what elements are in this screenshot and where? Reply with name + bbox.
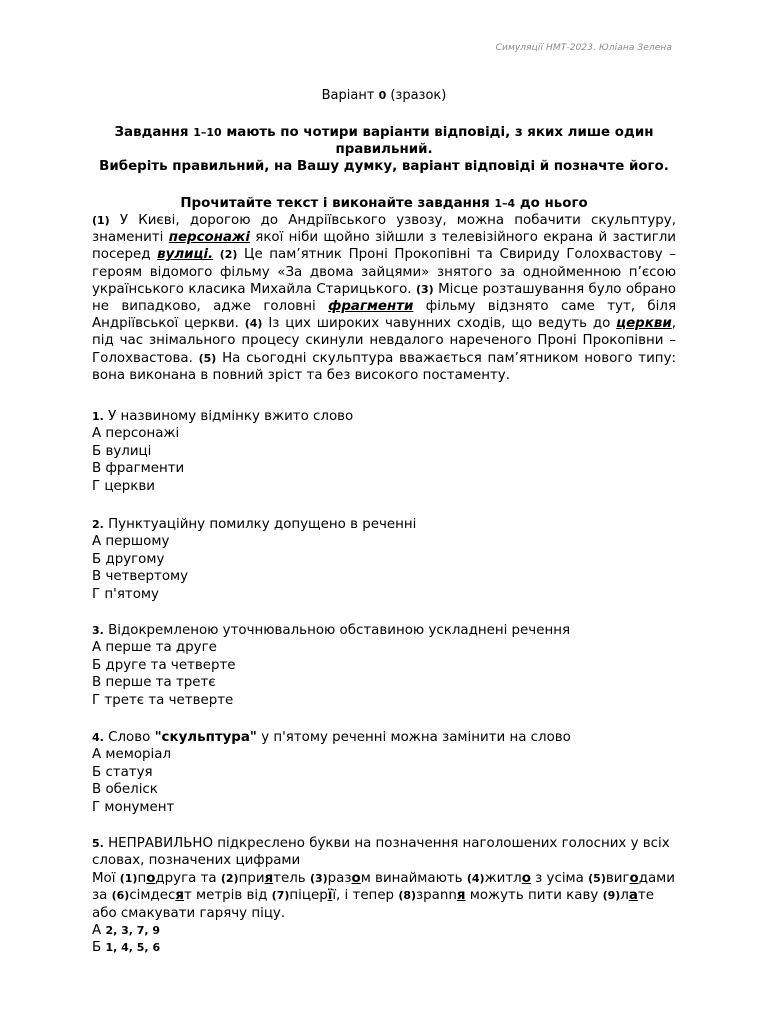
word-part: те або смакувати гарячу піцу. [92, 888, 654, 921]
question-text: Слово [108, 730, 151, 745]
heading-range: 1–4 [494, 197, 516, 210]
word-part: п [137, 870, 147, 886]
word-part: виг [605, 870, 630, 886]
word-marker: (9) [602, 889, 621, 903]
variant-number: 0 [378, 89, 387, 102]
question-keyword: "скульптура" [154, 730, 257, 745]
question-text: Пунктуаційну помилку допущено в реченні [108, 517, 417, 532]
heading-text: Прочитайте текст і виконайте завдання [180, 196, 490, 211]
question-2 [92, 516, 676, 603]
option-letter: Б [92, 940, 102, 956]
word-part: л [620, 888, 629, 904]
word-part: з усіма [535, 870, 584, 886]
reading-heading [92, 195, 676, 212]
stressed-letter: я [175, 888, 184, 904]
word-marker: (1) [119, 871, 138, 885]
answer-option[interactable] [92, 922, 676, 939]
word-marker: (2) [220, 871, 239, 885]
answer-option[interactable]: Б друге та четверте [92, 657, 236, 673]
reading-passage [92, 212, 676, 384]
variant-label: Варіант [321, 88, 375, 103]
answer-option[interactable]: В фрагменти [92, 461, 185, 477]
word-marker: (3) [309, 871, 328, 885]
option-numbers: 1, 4, 5, 6 [105, 941, 161, 955]
sentence-number: (3) [415, 282, 434, 296]
stressed-letter: ї [327, 888, 333, 904]
answer-option[interactable]: Б другому [92, 551, 165, 567]
question-5 [92, 835, 676, 957]
sentence-number: (1) [92, 214, 110, 227]
highlighted-word: персонажі [168, 230, 250, 246]
header-credit: Симуляції НМТ-2023. Юліана Зелена [495, 43, 672, 53]
passage-text: У Києві, дорогою до Андріївського узвозу, можна побачити скульптуру, знамениті [92, 213, 676, 246]
task-instructions [92, 124, 676, 175]
heading-text: до нього [519, 196, 588, 211]
question-3 [92, 622, 676, 709]
passage-text: На сьогодні скульптура вважається пам’ятником нового типу: вона виконана в повний зріст та без високого постаменту. [92, 350, 677, 383]
answer-option[interactable]: А персонажі [92, 426, 180, 442]
question-text: У назвиному відмінку вжито слово [108, 409, 354, 424]
word-part: тель [273, 870, 306, 886]
question-text: НЕПРАВИЛЬНО підкреслено букви на позначення наголошених голосних у всіх словах, позначених цифрами [92, 836, 670, 869]
answer-option[interactable]: Г церкви [92, 478, 155, 494]
stressed-letter: о [629, 870, 639, 886]
answer-option[interactable]: В обеліск [92, 782, 158, 798]
passage-text: Місце розташування було обрано не випадково, адже головні [92, 281, 676, 315]
question-1 [92, 408, 676, 495]
variant-title [0, 88, 768, 103]
answer-option[interactable]: Г монумент [92, 799, 175, 815]
answer-option[interactable]: Б статуя [92, 764, 153, 780]
highlighted-word: церкви [616, 316, 672, 332]
sentence-number: (5) [198, 351, 217, 365]
question-stem [92, 729, 676, 746]
word-part: т метрів від [183, 888, 268, 904]
highlighted-word: вулиці. [157, 247, 214, 263]
word-part: друга та [155, 870, 217, 886]
instructions-line-2: Виберіть правильний, на Вашу думку, варіант відповіді й позначте його. [99, 159, 669, 174]
answer-option[interactable]: А меморіал [92, 747, 172, 763]
word-marker: (7) [271, 889, 290, 903]
word-marker: (8) [398, 889, 417, 903]
question-stem [92, 516, 676, 533]
question-stem [92, 622, 676, 639]
question-number: 2. [92, 518, 104, 531]
option-numbers: 2, 3, 7, 9 [105, 924, 161, 938]
answer-option[interactable]: Г третє та четверте [92, 692, 234, 708]
question-text: Відокремленою уточнювальною обставиною ускладнені речення [108, 623, 571, 638]
instructions-text: Завдання [114, 125, 189, 140]
variant-note: (зразок) [390, 88, 447, 103]
answer-option[interactable] [92, 939, 676, 956]
answer-option[interactable]: А першому [92, 534, 170, 550]
word-part: житл [484, 870, 522, 886]
sentence-text: Мої [92, 870, 116, 886]
passage-text: фільму відзнято саме тут, біля Андріївської церкви. [92, 299, 677, 332]
word-part: можуть пити каву [469, 888, 599, 904]
word-marker: (5) [588, 871, 606, 885]
word-part: зрann [416, 888, 457, 904]
question-sentence [92, 870, 676, 922]
answer-option[interactable]: А перше та друге [92, 640, 217, 656]
question-stem [92, 835, 676, 870]
passage-text: Із цих широких чавунних сходів, що ведуть до [268, 316, 611, 332]
word-marker: (6) [111, 889, 130, 903]
answer-option[interactable]: В перше та третє [92, 675, 216, 691]
sentence-number: (4) [244, 317, 263, 331]
word-part: при [238, 870, 265, 886]
stressed-letter: о [521, 870, 531, 886]
question-stem [92, 408, 676, 425]
stressed-letter: о [146, 870, 156, 886]
question-4 [92, 729, 676, 816]
word-marker: (4) [466, 871, 485, 885]
instructions-line-1 [92, 124, 676, 158]
question-number: 3. [92, 624, 104, 637]
stressed-letter: я [456, 888, 466, 904]
passage-text: , під час знімального процесу скинули невдалого нареченого Проні Прокопівни – Голохвастова. [92, 316, 676, 366]
stressed-letter: а [628, 888, 638, 904]
word-part: ї, і тепер [332, 888, 395, 904]
instructions-range: 1–10 [193, 126, 222, 139]
word-part: сімдес [129, 888, 176, 904]
stressed-letter: я [264, 870, 274, 886]
highlighted-word: фрагменти [328, 299, 414, 315]
word-part: м винаймають [360, 870, 463, 886]
sentence-number: (2) [219, 248, 238, 262]
option-letter: А [92, 923, 102, 939]
question-number: 5. [92, 837, 104, 850]
instructions-text: мають по чотири варіанти відповіді, з яких лише один правильний. [226, 125, 654, 157]
stressed-letter: о [351, 870, 361, 886]
word-part: дами за [92, 870, 675, 904]
word-part: раз [327, 870, 352, 886]
word-part: піцер [289, 888, 328, 904]
passage-text: Це пам’ятник Проні Прокопівні та Свириду Голохвастову – героям відомого фільму «За двома зайцями» знятого за однойменною п’єсою українського класика Михайла Старицького. [92, 247, 676, 297]
answer-option[interactable]: Г п'ятому [92, 586, 159, 602]
answer-option[interactable]: В четвертому [92, 569, 189, 585]
question-number: 1. [92, 410, 104, 423]
question-text: у п'ятому реченні можна замінити на слово [261, 730, 571, 745]
question-number: 4. [92, 731, 104, 744]
passage-text: якої ніби щойно зійшли з телевізійного екрана й застигли посеред [92, 230, 677, 263]
answer-option[interactable]: Б вулиці [92, 443, 152, 459]
